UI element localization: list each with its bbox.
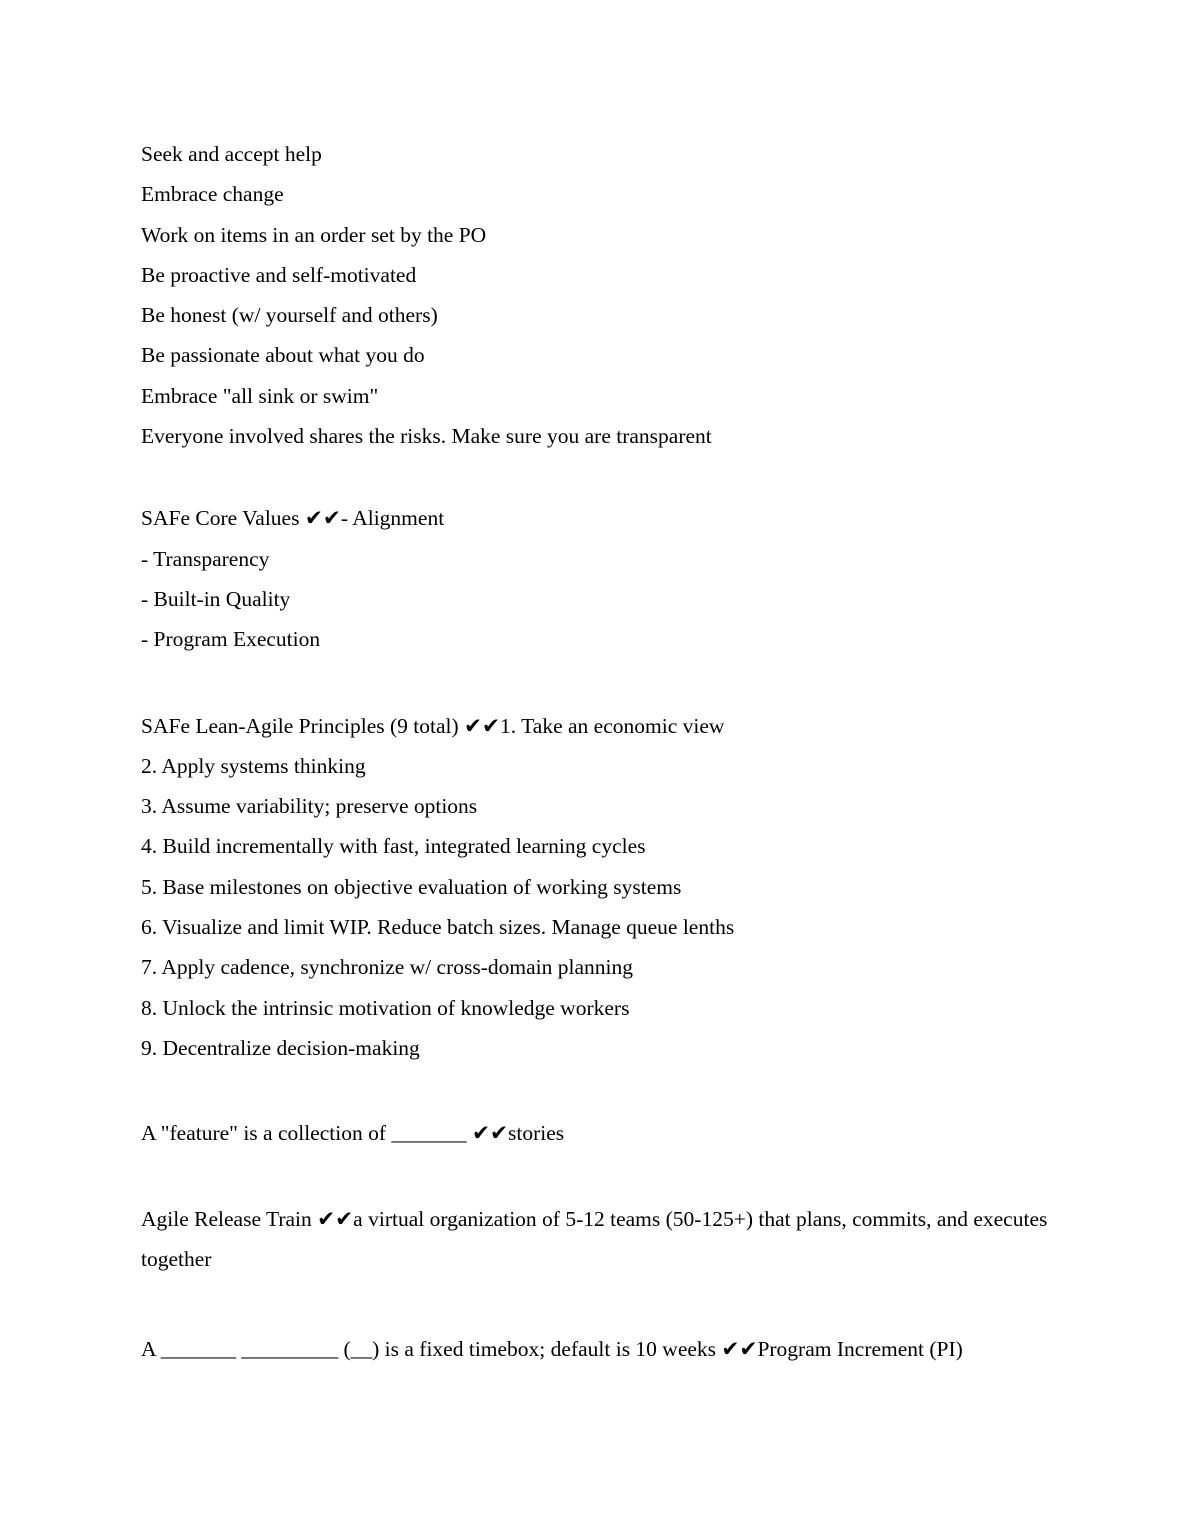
doc-line: SAFe Lean-Agile Principles (9 total) ✔✔1. Take an economic view <box>141 713 725 738</box>
doc-line: A _______ _________ (__) is a fixed timebox; default is 10 weeks ✔✔Program Increment (PI) <box>141 1337 963 1362</box>
paragraph-spacer <box>141 660 1059 706</box>
doc-line: - Program Execution <box>141 627 321 652</box>
doc-line: 4. Build incrementally with fast, integrated learning cycles <box>141 834 646 859</box>
paragraph-spacer <box>141 456 1059 498</box>
doc-line: 5. Base milestones on objective evaluation of working systems <box>141 874 682 899</box>
doc-line: 6. Visualize and limit WIP. Reduce batch sizes. Manage queue lenths <box>141 915 735 940</box>
doc-line: Be passionate about what you do <box>141 343 425 368</box>
doc-line: Work on items in an order set by the PO <box>141 222 487 247</box>
doc-line: - Transparency <box>141 546 270 571</box>
doc-line: Embrace "all sink or swim" <box>141 383 379 408</box>
qa-block-agile-release-train <box>141 1199 1059 1280</box>
doc-line: Seek and accept help <box>141 142 322 166</box>
paragraph-spacer <box>141 1154 1059 1199</box>
paragraph-spacer <box>141 1068 1059 1113</box>
paragraph-spacer <box>141 1279 1059 1329</box>
doc-line: - Built-in Quality <box>141 586 291 611</box>
doc-line: Agile Release Train ✔✔a virtual organization of 5-12 teams (50-125+) that plans, commits, and executes together <box>141 1206 1053 1271</box>
doc-line: SAFe Core Values ✔✔- Alignment <box>141 506 445 531</box>
doc-line: Everyone involved shares the risks. Make sure you are transparent <box>141 424 712 449</box>
doc-line: Be proactive and self-motivated <box>141 262 417 287</box>
qa-block-program-increment <box>141 1329 1059 1369</box>
document-content <box>141 134 1059 1369</box>
doc-line: 2. Apply systems thinking <box>141 753 366 778</box>
qa-block-feature-definition <box>141 1113 1059 1153</box>
qa-block-lean-agile-principles <box>141 706 1059 1069</box>
doc-line: Embrace change <box>141 182 284 207</box>
doc-line: 9. Decentralize decision-making <box>141 1035 420 1060</box>
doc-line: A "feature" is a collection of _______ ✔✔stories <box>141 1121 565 1146</box>
doc-line: 8. Unlock the intrinsic motivation of knowledge workers <box>141 995 630 1020</box>
doc-line: 7. Apply cadence, synchronize w/ cross-domain planning <box>141 955 633 980</box>
qa-block-safe-core-values <box>141 498 1059 659</box>
qa-block-scrum-team-values <box>141 134 1059 456</box>
doc-line: Be honest (w/ yourself and others) <box>141 303 438 328</box>
doc-line: 3. Assume variability; preserve options <box>141 794 478 819</box>
